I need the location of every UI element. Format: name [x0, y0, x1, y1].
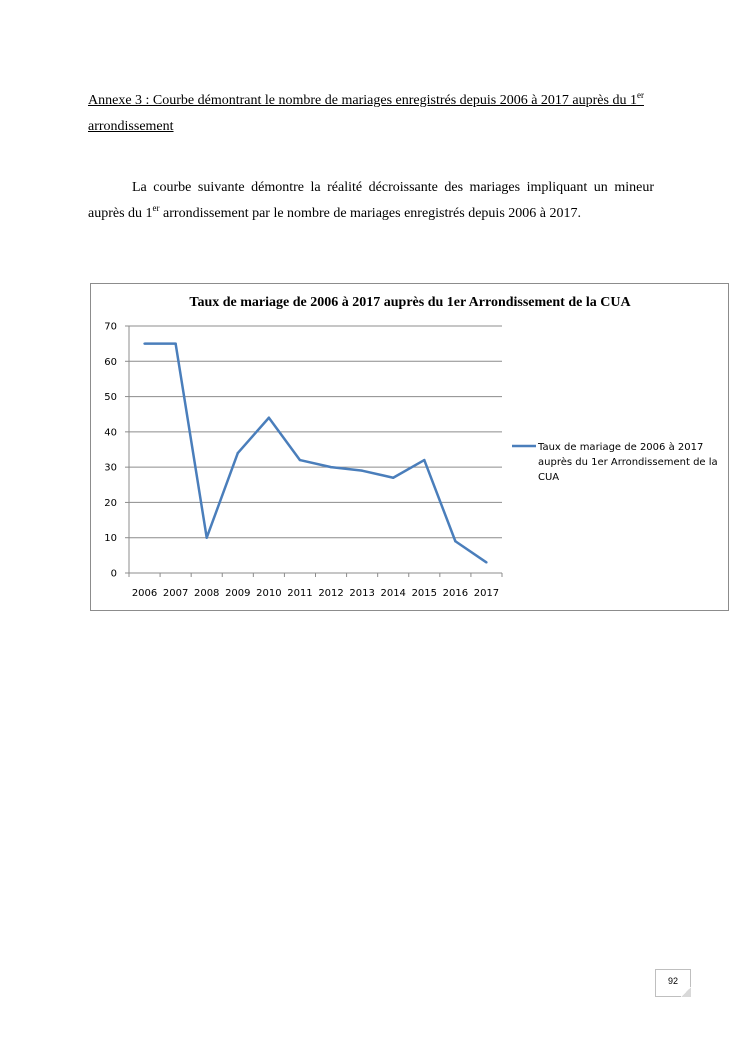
paragraph-text-end: arrondissement par le nombre de mariages enregistrés depuis 2006 à 2017. [159, 206, 581, 221]
y-tick-label: 70 [104, 321, 117, 333]
heading-text: Annexe 3 : Courbe démontrant le nombre de mariages enregistrés depuis 2006 à 2017 auprès du 1 [88, 93, 637, 108]
x-tick-label: 2011 [287, 588, 313, 599]
heading-text-end: arrondissement [88, 119, 174, 134]
data-point [454, 540, 456, 542]
x-tick-label: 2012 [318, 588, 344, 599]
x-tick-label: 2008 [193, 588, 220, 599]
x-tick-label: 2009 [225, 588, 251, 599]
x-tick-label: 2016 [442, 588, 469, 599]
data-point [268, 417, 270, 419]
chart-gridlines [129, 326, 502, 538]
y-tick-label: 10 [104, 533, 117, 545]
legend-label: CUA [538, 472, 560, 483]
data-point [485, 561, 487, 563]
data-point [237, 452, 239, 454]
data-point [392, 477, 394, 479]
x-tick-label: 2007 [162, 588, 189, 599]
y-tick-label: 60 [104, 356, 117, 368]
x-tick-label: 2006 [131, 588, 158, 599]
data-point [143, 342, 145, 344]
data-point [299, 459, 301, 461]
page-number-box [655, 969, 691, 997]
page-number: 92 [667, 976, 678, 986]
data-point [206, 537, 208, 539]
chart-series [143, 342, 487, 563]
data-point [330, 466, 332, 468]
x-tick-label: 2017 [473, 588, 500, 599]
page-curl-decoration [681, 987, 691, 997]
legend-label: Taux de mariage de 2006 à 2017 [538, 442, 704, 453]
series-line [145, 344, 487, 563]
line-chart [91, 284, 728, 610]
y-tick-label: 50 [104, 392, 117, 404]
heading-superscript: er [636, 90, 644, 100]
x-tick-label: 2010 [256, 588, 282, 599]
legend-label: auprès du 1er Arrondissement de la [538, 457, 718, 468]
x-tick-label: 2014 [380, 588, 406, 599]
y-tick-label: 20 [104, 497, 117, 509]
chart-frame [90, 283, 729, 611]
y-tick-label: 30 [104, 462, 117, 474]
annex-heading [88, 88, 658, 140]
y-tick-label: 40 [104, 427, 117, 439]
data-point [174, 342, 176, 344]
x-tick-label: 2015 [411, 588, 438, 599]
data-point [361, 469, 363, 471]
x-tick-label: 2013 [349, 588, 375, 599]
chart-title: Taux de mariage de 2006 à 2017 auprès du 1er Arrondissement de la CUA [189, 295, 631, 310]
chart-legend [512, 441, 718, 483]
data-point [423, 459, 425, 461]
paragraph-superscript: er [152, 203, 160, 213]
y-tick-label: 0 [110, 568, 117, 580]
body-paragraph [88, 175, 654, 227]
paragraph-text: La courbe suivante démontre la réalité décroissante des mariages impliquant un mineur auprès du 1 [88, 180, 654, 221]
